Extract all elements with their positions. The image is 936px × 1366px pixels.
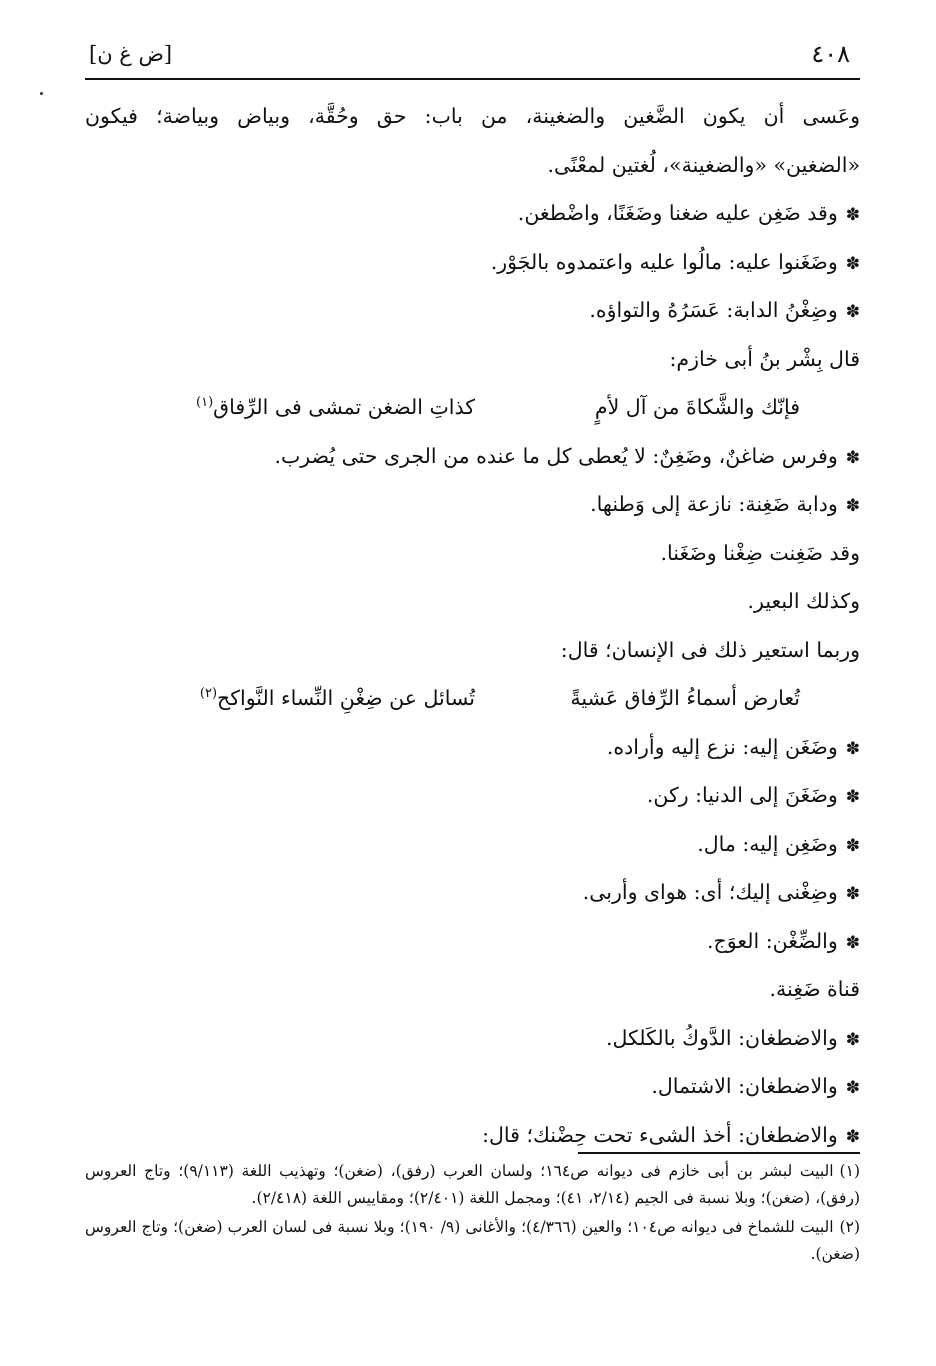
entry-line bbox=[85, 723, 860, 772]
text-line: وكذلك البعير. bbox=[747, 589, 860, 613]
verse-hemistich-first: فإنّك والشَّكاةَ من آل لأمٍ bbox=[594, 395, 800, 419]
entry-text: وضِغْنى إليك؛ أى: هواى وأربى. bbox=[582, 880, 838, 904]
verse-hemistich-text: كذاتِ الضغن تمشى فى الرِّفاق bbox=[213, 395, 475, 419]
page-number: ٤٠٨ bbox=[811, 40, 850, 68]
text-line: «الضغين» «والضغينة»، لُغتين لمعْنًى. bbox=[547, 152, 860, 177]
entry-line bbox=[85, 432, 860, 481]
entry-text: وضَغَنوا عليه: مالُوا عليه واعتمدوه بالجَوْر. bbox=[490, 249, 838, 274]
entry-text: ودابة ضَغِنة: نازعة إلى وَطنها. bbox=[590, 492, 838, 516]
entry-line bbox=[85, 480, 860, 529]
verse-hemistich-second bbox=[196, 383, 475, 432]
entry-text: وضِغْنُ الدابة: عَسَرُهُ والتواؤه. bbox=[589, 298, 838, 322]
running-header bbox=[85, 38, 860, 80]
entry-line bbox=[85, 189, 860, 238]
text-line: وربما استعير ذلك فى الإنسان؛ قال: bbox=[560, 637, 860, 662]
verse-line bbox=[85, 674, 860, 723]
main-text bbox=[85, 92, 860, 1159]
entry-text: والاضطغان: الدَّوكُ بالكَلكل. bbox=[605, 1025, 838, 1050]
entry-text: وقد ضَغِن عليه ضغنا وضَغَنًا، واضْطغن. bbox=[517, 201, 838, 225]
root-letters: [ض غ ن] bbox=[89, 42, 173, 66]
entry-text: وفرس ضاغنٌ، وضَغِنٌ: لا يُعطى كل ما عنده من الجرى حتى يُضرب. bbox=[274, 443, 838, 468]
entry-text: والاضطغان: الاشتمال. bbox=[651, 1074, 838, 1098]
verse-hemistich-first: تُعارض أسماءُ الرِّفاق عَشيةً bbox=[570, 686, 800, 710]
footnote-separator bbox=[578, 1152, 860, 1154]
text-line: قناة ضَغِنة. bbox=[769, 977, 860, 1001]
entry-text: والاضطغان: أخذ الشىء تحت حِضْنك؛ قال: bbox=[482, 1122, 838, 1147]
footnote-number: (١) bbox=[839, 1162, 860, 1180]
text-line: قال بِشْر بنُ أبى خازم: bbox=[669, 346, 860, 371]
entry-line bbox=[85, 1014, 860, 1063]
entry-text: وضَغَنَ إلى الدنيا: ركن. bbox=[646, 783, 838, 807]
footnote-marker: (١) bbox=[196, 395, 214, 411]
entry-line bbox=[85, 820, 860, 869]
footnote-number: (٢) bbox=[839, 1218, 860, 1236]
entry-line bbox=[85, 238, 860, 287]
entry-line bbox=[85, 771, 860, 820]
entry-line bbox=[85, 286, 860, 335]
entry-text: وضَغَن إليه: نزع إليه وأراده. bbox=[606, 734, 838, 759]
entry-line bbox=[85, 917, 860, 966]
verse-hemistich-text: تُسائل عن ضِغْنِ النِّساء النَّواكح bbox=[217, 686, 475, 710]
text-line: وعَسى أن يكون الضَّغين والضغينة، من باب: حق وحُقَّة، وبياض وبياضة؛ فيكون bbox=[85, 104, 860, 128]
footnote-marker: (٢) bbox=[199, 686, 218, 702]
entry-text: وضَغِن إليه: مال. bbox=[697, 831, 838, 856]
text-line: وقد ضَغِنت ضِغْنا وضَغَنا. bbox=[660, 540, 860, 565]
footnotes bbox=[85, 1158, 860, 1270]
footnote-text: البيت لبشر بن أبى خازم فى ديوانه ص١٦٤؛ ولسان العرب (رفق)، (ضغن)؛ وتهذيب اللغة (٩/١١٣)؛ وتاج العروس (رفق)، (ضغن)؛ وبلا نسبة فى الجيم (٢/١٤، ٤١)؛ ومجمل اللغة (٢/٤٠١)؛ ومقاييس اللغة (٢/٤١٨). bbox=[85, 1162, 860, 1207]
footnote-1 bbox=[85, 1158, 860, 1212]
footnote-2 bbox=[85, 1214, 860, 1268]
entry-line bbox=[85, 1062, 860, 1111]
footnote-text: البيت للشماخ فى ديوانه ص١٠٤؛ والعين (٤/٣٦٦)؛ والأغانى (٩/ ١٩٠)؛ وبلا نسبة فى لسان العرب (ضغن)؛ وتاج العروس (ضغن). bbox=[85, 1218, 860, 1263]
verse-hemistich-second bbox=[200, 674, 475, 723]
entry-text: والضِّغْن: العوَج. bbox=[707, 928, 838, 953]
verse-line bbox=[85, 383, 860, 432]
scan-speck bbox=[40, 92, 43, 95]
entry-line bbox=[85, 868, 860, 917]
